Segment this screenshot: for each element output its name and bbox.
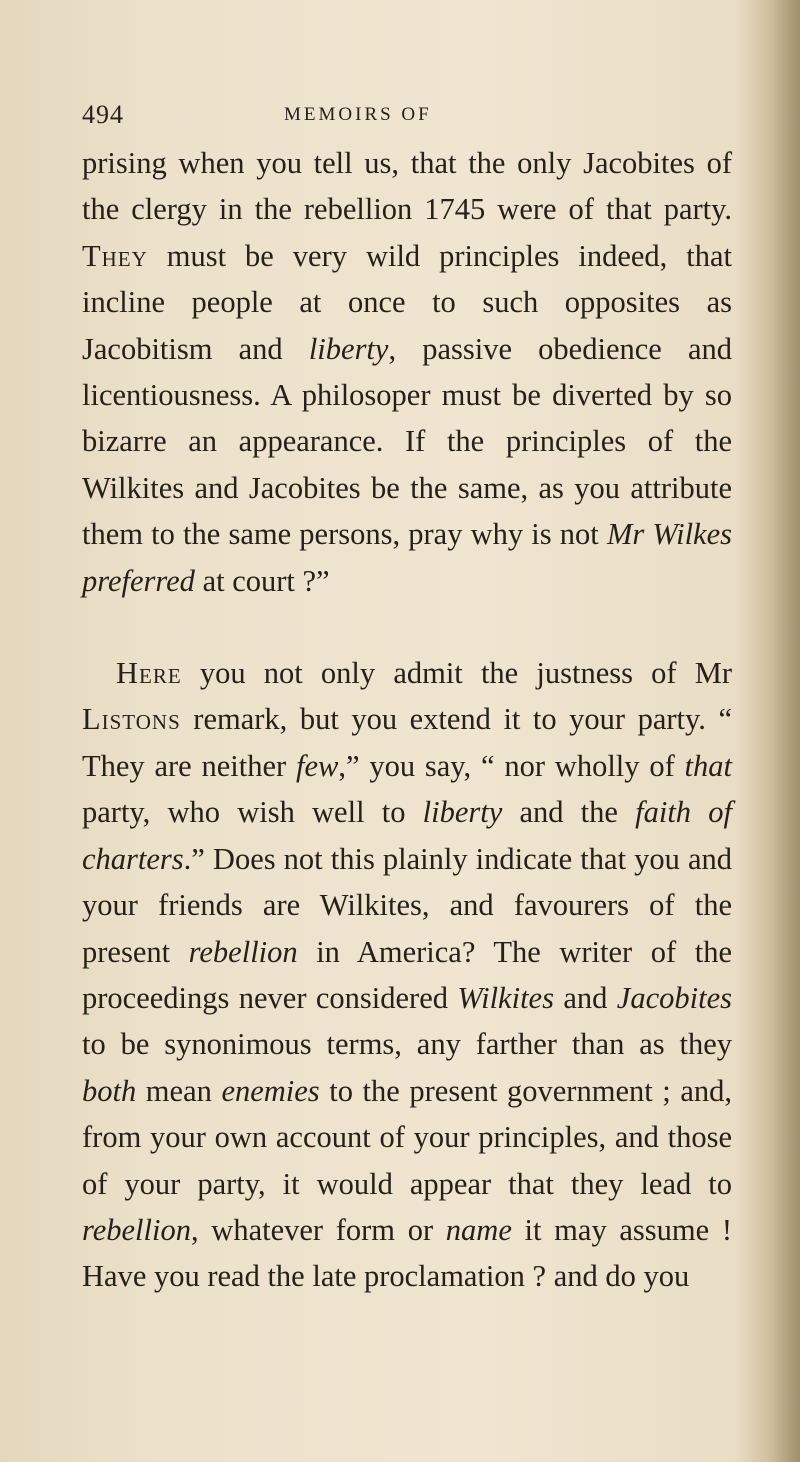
text-run: at court ?” <box>194 563 330 598</box>
body-text <box>82 140 732 1300</box>
italic-run: rebellion <box>188 934 298 969</box>
page-edge-shadow <box>772 0 800 1462</box>
italic-run: name <box>445 1212 512 1247</box>
text-run: in America? The writer of the proceedings never considered <box>82 934 732 1015</box>
italic-run: liberty <box>422 795 503 830</box>
italic-run: Wilkites <box>457 980 554 1015</box>
italic-run: that <box>684 748 732 783</box>
italic-run: faith of charters <box>82 795 732 876</box>
text-run: you not only admit the justness of Mr <box>181 656 732 691</box>
running-head: MEMOIRS OF <box>284 104 432 125</box>
text-run: to be synonimous terms, any farther than as they <box>82 1027 732 1062</box>
text-run: prising when you tell us, that the only Jacobites of the clergy in the rebellion 1745 were of that party. <box>82 146 732 227</box>
paragraph-1 <box>82 140 732 604</box>
text-run: it may assume ! Have you read the late proclamation ? and do you <box>82 1212 732 1294</box>
italic-run: Mr Wilkes preferred <box>82 517 732 598</box>
italic-run: Jacobites <box>616 980 732 1015</box>
text-run: and the <box>502 795 636 830</box>
page-number: 494 <box>82 100 124 129</box>
italic-run: few <box>296 748 339 783</box>
italic-run: both <box>82 1073 137 1108</box>
text-run: and <box>553 980 617 1015</box>
text-run: , passive obedience and licentiousness. A philosoper must be diverted by so bizarre an appearance. If the principles of the Wilkites and Jacobites be the same, as you attribute them to the same persons, pray why is not <box>82 331 733 552</box>
small-caps-run: They <box>82 238 148 273</box>
page-header <box>82 100 712 136</box>
text-run: .” Does not this plainly indicate that you and your friends are Wilkites, and favourers of the present <box>82 841 732 969</box>
text-run: to the present government ; and, from your own account of your principles, and those of your party, it would appear that they lead to <box>82 1073 732 1201</box>
italic-run: rebellion <box>82 1212 191 1247</box>
text-run: ,” you say, “ nor wholly of <box>338 748 685 783</box>
text-run: must be very wild principles indeed, that incline people at once to such opposites as Jacobitism and <box>82 238 732 366</box>
paragraph-2 <box>82 650 732 1300</box>
text-run: party, who wish well to <box>82 795 423 830</box>
text-run: mean <box>136 1073 222 1108</box>
text-run: remark, but you extend it to your party. “ They are neither <box>82 702 732 783</box>
small-caps-run: Listons <box>82 702 181 737</box>
small-caps-run: Here <box>116 656 182 691</box>
italic-run: enemies <box>221 1073 320 1108</box>
text-run: , whatever form or <box>190 1212 446 1247</box>
italic-run: liberty <box>308 331 389 366</box>
